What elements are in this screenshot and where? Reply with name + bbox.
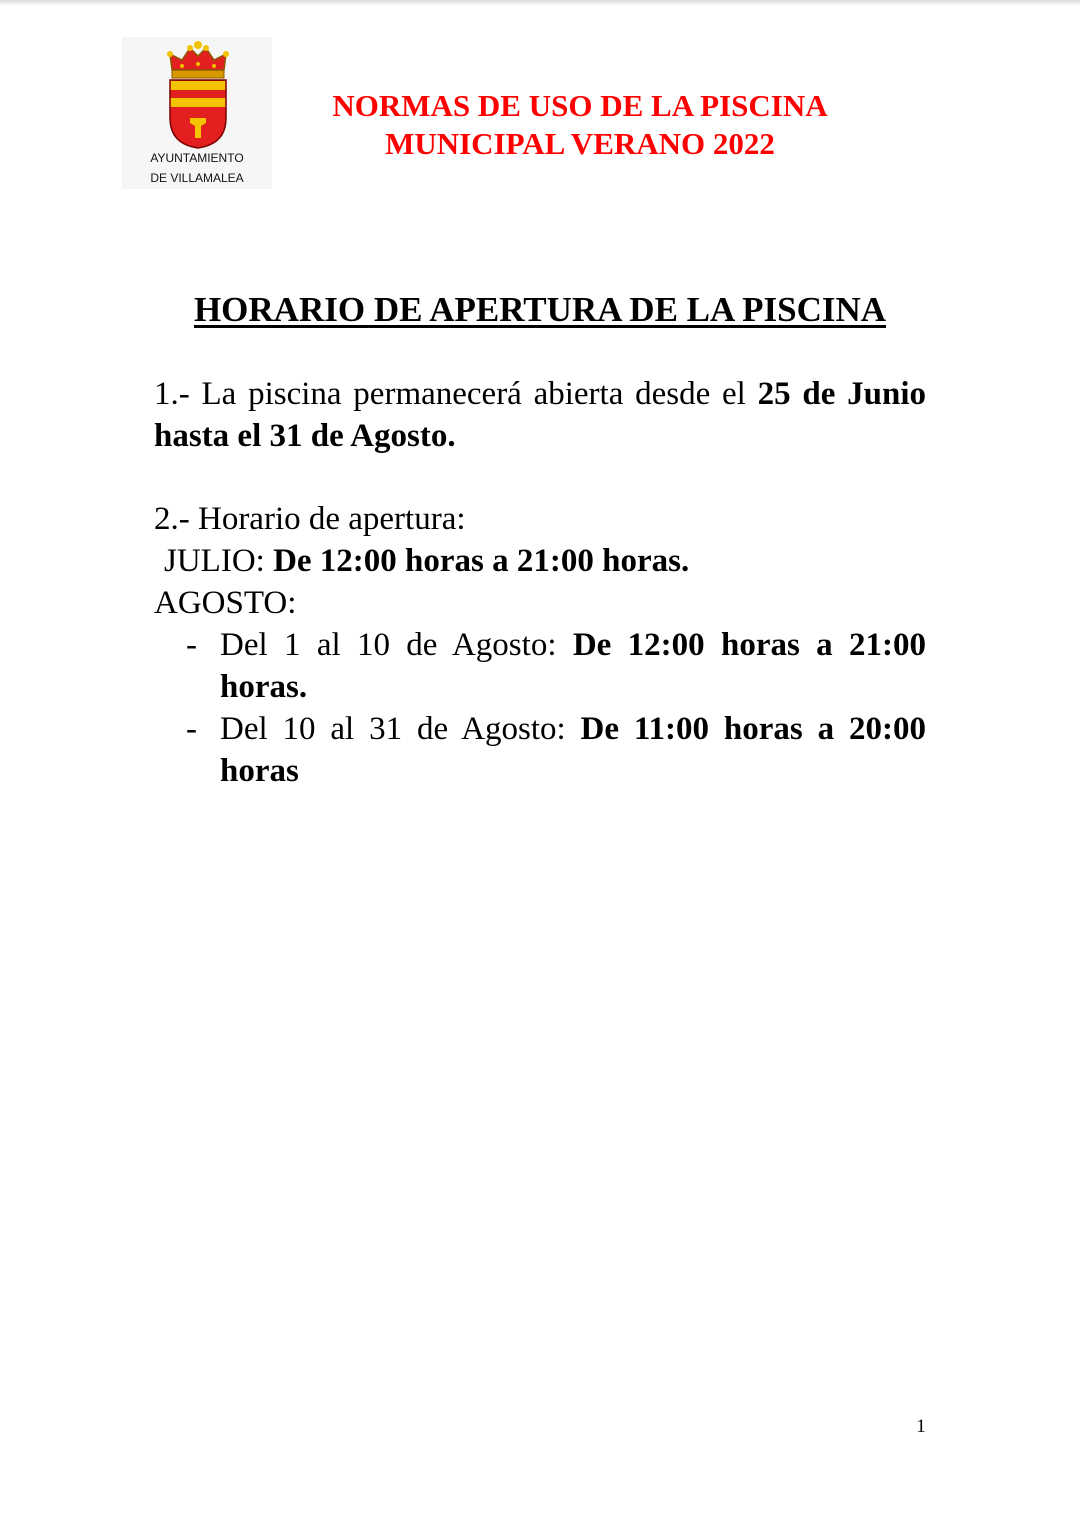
document-title — [290, 87, 870, 163]
coat-of-arms-icon — [164, 40, 232, 150]
section-heading: HORARIO DE APERTURA DE LA PISCINA — [193, 290, 887, 329]
agosto-label: AGOSTO: — [154, 585, 297, 621]
title-line2: MUNICIPAL VERANO 2022 — [385, 126, 775, 161]
item-1-dates: 25 de Junio hasta el 31 de Agosto. — [154, 376, 927, 454]
list-item-hours: De 11:00 horas a 20:00 horas — [220, 711, 926, 789]
municipal-logo — [122, 37, 272, 189]
page-number: 1 — [916, 1416, 926, 1437]
list-item-text: Del 10 al 31 de Agosto: — [220, 711, 581, 747]
list-dash: - — [186, 711, 197, 747]
list-item-text: Del 1 al 10 de Agosto: — [220, 627, 573, 663]
page-top-edge — [0, 0, 1080, 6]
item-1-paragraph — [154, 373, 926, 457]
list-item-hours: De 12:00 horas a 21:00 horas. — [220, 627, 926, 705]
list-item — [154, 624, 926, 708]
julio-hours: De 12:00 horas a 21:00 horas. — [273, 543, 690, 579]
julio-label: JULIO: — [164, 543, 274, 579]
agosto-list — [154, 624, 926, 792]
item-2-intro: 2.- Horario de apertura: — [154, 501, 466, 537]
item-1-text: 1.- La piscina permanecerá abierta desde el — [154, 376, 758, 412]
list-item — [154, 708, 926, 792]
logo-text-line2: DE VILLAMALEA — [150, 171, 244, 185]
item-2-paragraph — [154, 498, 926, 792]
logo-text-line1: AYUNTAMIENTO — [150, 151, 244, 165]
julio-line — [154, 540, 926, 582]
list-dash: - — [186, 627, 197, 663]
title-line1: NORMAS DE USO DE LA PISCINA — [332, 88, 828, 123]
